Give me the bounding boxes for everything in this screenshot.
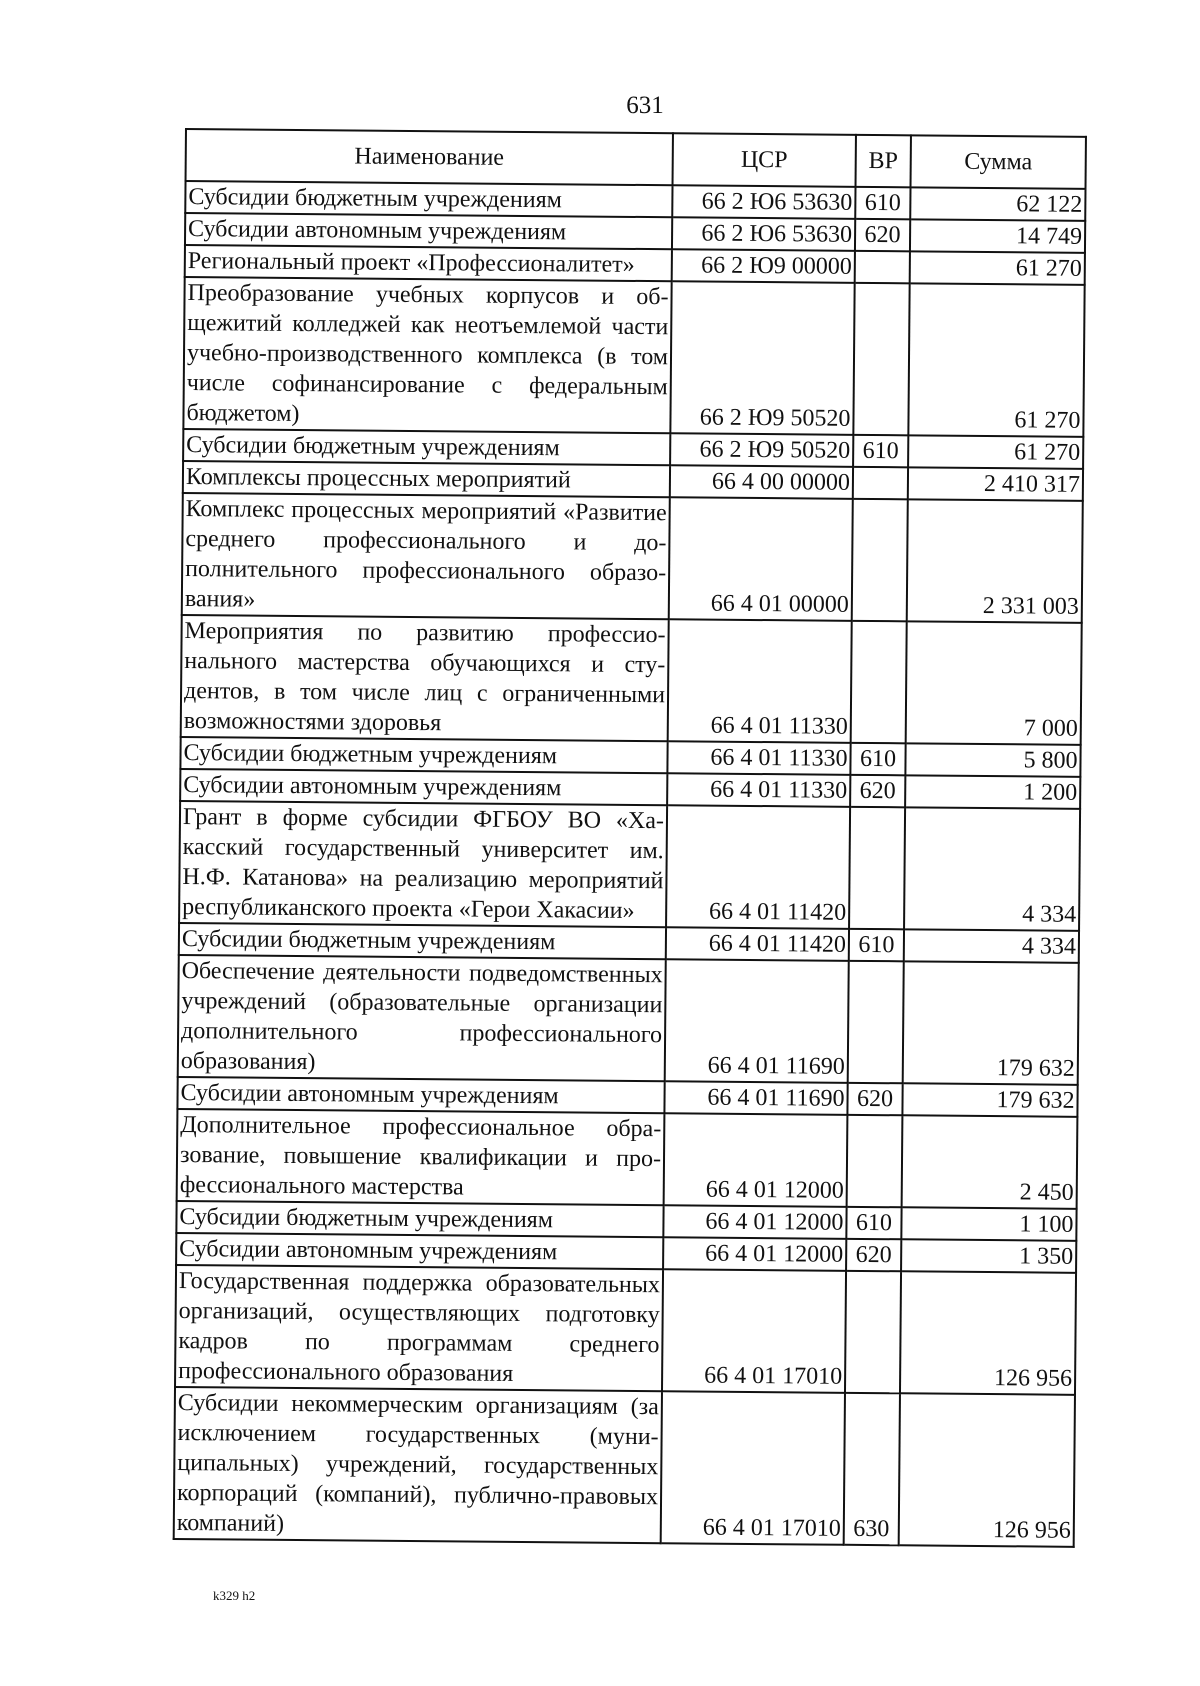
- row-sum-cell: 126 956: [900, 1271, 1076, 1395]
- row-vr-cell: [855, 251, 910, 283]
- row-vr-cell: [848, 961, 904, 1083]
- row-vr-cell: 610: [849, 929, 904, 961]
- budget-table: [173, 128, 1087, 1548]
- row-sum-cell: 1 350: [901, 1239, 1076, 1273]
- row-vr-cell: [849, 807, 905, 929]
- row-name-cell: Комплексы процессных мероприятий: [183, 461, 670, 497]
- row-sum-cell: 2 331 003: [907, 499, 1083, 623]
- row-csr-cell: 66 4 01 00000: [669, 497, 853, 621]
- row-sum-cell: 126 956: [899, 1393, 1075, 1547]
- row-sum-cell: 61 270: [908, 283, 1084, 437]
- row-csr-cell: 66 2 Ю9 50520: [670, 281, 854, 435]
- row-name-cell: Обеспечение деятельности подведомственных учреждений (образовательные организации дополнительного профессионального образования): [178, 955, 666, 1081]
- table-row: [177, 1109, 1078, 1209]
- row-sum-cell: 4 334: [904, 807, 1080, 931]
- table-row: [178, 955, 1079, 1085]
- table-row: [181, 615, 1082, 745]
- row-name-cell: Субсидии бюджетным учреждениям: [185, 181, 672, 217]
- row-csr-cell: 66 4 00 00000: [670, 465, 853, 499]
- row-name-cell: Субсидии бюджетным учреждениям: [179, 923, 666, 959]
- row-sum-cell: 61 270: [910, 251, 1085, 285]
- row-vr-cell: 630: [844, 1393, 900, 1545]
- row-csr-cell: 66 4 01 11690: [664, 1081, 847, 1115]
- row-name-cell: Субсидии автономным учреждениям: [180, 769, 667, 805]
- footer-code: k329 h2: [213, 1588, 256, 1603]
- row-name-cell: Субсидии бюджетным учреждениям: [180, 737, 667, 773]
- row-sum-cell: 5 800: [905, 743, 1080, 777]
- row-csr-cell: 66 4 01 17010: [662, 1269, 846, 1393]
- row-csr-cell: 66 2 Ю6 53630: [672, 185, 855, 219]
- row-sum-cell: 7 000: [906, 621, 1082, 745]
- row-sum-cell: 61 270: [908, 435, 1083, 469]
- row-sum-cell: 14 749: [910, 219, 1085, 253]
- row-vr-cell: [853, 467, 908, 499]
- row-csr-cell: 66 4 01 11690: [665, 959, 849, 1083]
- row-csr-cell: 66 2 Ю9 50520: [670, 433, 853, 467]
- row-name-cell: Комплекс процессных мероприятий «Развитие среднего профессионального и дополнительного профессионального образования»: [182, 493, 670, 619]
- row-sum-cell: 2 410 317: [908, 467, 1083, 501]
- row-vr-cell: 610: [853, 435, 908, 467]
- row-csr-cell: 66 4 01 17010: [661, 1391, 845, 1545]
- page-number: 631: [626, 92, 664, 119]
- row-vr-cell: 620: [855, 219, 910, 251]
- row-sum-cell: 1 100: [901, 1207, 1076, 1241]
- row-sum-cell: 179 632: [903, 961, 1079, 1085]
- row-csr-cell: 66 4 01 12000: [664, 1113, 848, 1207]
- row-vr-cell: 610: [855, 187, 910, 219]
- table-row: [182, 493, 1083, 623]
- row-name-cell: Мероприятия по развитию профессионального мастерства обучающихся и студентов, в том числе лиц с ограниченными возможностями здоровья: [181, 615, 669, 741]
- table-row: [183, 277, 1084, 437]
- row-csr-cell: 66 2 Ю9 00000: [672, 249, 855, 283]
- row-csr-cell: 66 2 Ю6 53630: [672, 217, 855, 251]
- row-name-cell: Субсидии некоммерческим организациям (за исключением государственных (муниципальных) учреждений, государственных корпораций (компаний), публично-правовых компаний): [174, 1387, 662, 1543]
- row-name-cell: Преобразование учебных корпусов и общежитий колледжей как неотъемлемой части учебно-производственного комплекса (в том числе софинансирование с федеральным бюджетом): [183, 277, 671, 433]
- row-csr-cell: 66 4 01 11330: [668, 619, 852, 743]
- row-csr-cell: 66 4 01 12000: [663, 1237, 846, 1271]
- row-csr-cell: 66 4 01 11330: [667, 741, 850, 775]
- row-sum-cell: 1 200: [905, 775, 1080, 809]
- row-name-cell: Дополнительное профессиональное образование, повышение квалификации и профессионального мастерства: [177, 1109, 665, 1205]
- row-sum-cell: 2 450: [902, 1115, 1078, 1209]
- row-sum-cell: 179 632: [902, 1083, 1077, 1117]
- row-sum-cell: 4 334: [904, 929, 1079, 963]
- row-name-cell: Субсидии автономным учреждениям: [177, 1077, 664, 1113]
- row-vr-cell: [852, 499, 908, 621]
- header-name: Наименование: [186, 129, 673, 185]
- row-vr-cell: 610: [850, 743, 905, 775]
- table-header-row: [186, 129, 1086, 189]
- row-csr-cell: 66 4 01 11330: [667, 773, 850, 807]
- row-vr-cell: 610: [846, 1207, 901, 1239]
- row-name-cell: Государственная поддержка образовательных организаций, осуществляющих подготовку кадров по программам среднего профессионального образования: [175, 1265, 663, 1391]
- row-name-cell: Субсидии автономным учреждениям: [176, 1233, 663, 1269]
- row-name-cell: Региональный проект «Профессионалитет»: [185, 245, 672, 281]
- row-csr-cell: 66 4 01 12000: [663, 1205, 846, 1239]
- row-vr-cell: [853, 283, 909, 435]
- row-name-cell: Грант в форме субсидии ФГБОУ ВО «Хакасский государственный университет им. Н.Ф. Катанова» на реализацию мероприятий республиканского проекта «Герои Хакасии»: [179, 801, 667, 927]
- header-csr: ЦСР: [673, 133, 856, 187]
- row-name-cell: Субсидии бюджетным учреждениям: [183, 429, 670, 465]
- row-csr-cell: 66 4 01 11420: [666, 927, 849, 961]
- table-row: [175, 1265, 1076, 1395]
- row-vr-cell: [845, 1271, 901, 1393]
- row-name-cell: Субсидии автономным учреждениям: [185, 213, 672, 249]
- row-name-cell: Субсидии бюджетным учреждениям: [176, 1201, 663, 1237]
- row-vr-cell: 620: [846, 1239, 901, 1271]
- table-row: [179, 801, 1080, 931]
- row-vr-cell: 620: [847, 1083, 902, 1115]
- row-sum-cell: 62 122: [910, 187, 1085, 221]
- row-vr-cell: [847, 1115, 903, 1207]
- row-vr-cell: 620: [850, 775, 905, 807]
- header-vr: ВР: [856, 135, 911, 187]
- table-row: [174, 1387, 1075, 1547]
- row-csr-cell: 66 4 01 11420: [666, 805, 850, 929]
- header-sum: Сумма: [911, 135, 1086, 189]
- row-vr-cell: [851, 621, 907, 743]
